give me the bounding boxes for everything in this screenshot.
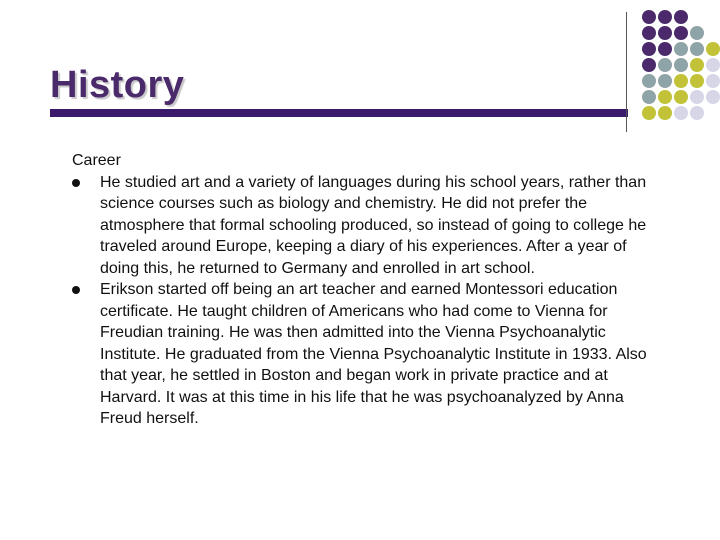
bullet-icon <box>72 286 80 294</box>
title-underline <box>50 109 628 117</box>
decor-dot <box>690 58 704 72</box>
bullet-icon <box>72 179 80 187</box>
decor-dot <box>642 74 656 88</box>
decor-dot <box>642 10 656 24</box>
decor-dot <box>674 74 688 88</box>
decor-dot <box>642 26 656 40</box>
list-item <box>72 279 647 430</box>
decorative-dot-grid <box>640 10 720 130</box>
decor-dot <box>706 90 720 104</box>
list-item <box>72 172 647 280</box>
slide-body <box>72 150 647 430</box>
section-heading: Career <box>72 152 121 169</box>
decor-dot <box>674 10 688 24</box>
decor-dot <box>658 58 672 72</box>
decor-dot <box>706 42 720 56</box>
decor-dot <box>658 42 672 56</box>
decor-dot <box>658 90 672 104</box>
decor-dot <box>690 90 704 104</box>
decor-dot <box>690 106 704 120</box>
decor-dot <box>706 74 720 88</box>
decorative-vertical-line <box>626 12 627 132</box>
decor-dot <box>690 42 704 56</box>
decor-dot <box>706 58 720 72</box>
decor-dot <box>690 26 704 40</box>
bullet-list <box>72 172 647 430</box>
decor-dot <box>642 58 656 72</box>
decor-dot <box>674 90 688 104</box>
slide-title: History <box>50 64 185 106</box>
decor-dot <box>642 90 656 104</box>
decor-dot <box>658 74 672 88</box>
bullet-text: Erikson started off being an art teacher and earned Montessori education certificate. He taught children of Americans who had come to Vienna for Freudian training. He was then admitted into the Vienna Psychoanalytic Institute. He graduated from the Vienna Psychoanalytic Institute in 1933. Also that year, he settled in Boston and began work in private practice and at Harvard. It was at this time in his life that he was psychoanalyzed by Anna Freud herself. <box>100 281 647 427</box>
decor-dot <box>642 106 656 120</box>
decor-dot <box>642 42 656 56</box>
decor-dot <box>674 42 688 56</box>
decor-dot <box>674 106 688 120</box>
decor-dot <box>658 106 672 120</box>
bullet-text: He studied art and a variety of languages during his school years, rather than science courses such as biology and chemistry. He did not prefer the atmosphere that formal schooling produced, so instead of going to college he traveled around Europe, keeping a diary of his experiences. After a year of doing this, he returned to Germany and enrolled in art school. <box>100 173 647 277</box>
decor-dot <box>690 74 704 88</box>
decor-dot <box>674 26 688 40</box>
decor-dot <box>674 58 688 72</box>
decor-dot <box>658 10 672 24</box>
decor-dot <box>658 26 672 40</box>
